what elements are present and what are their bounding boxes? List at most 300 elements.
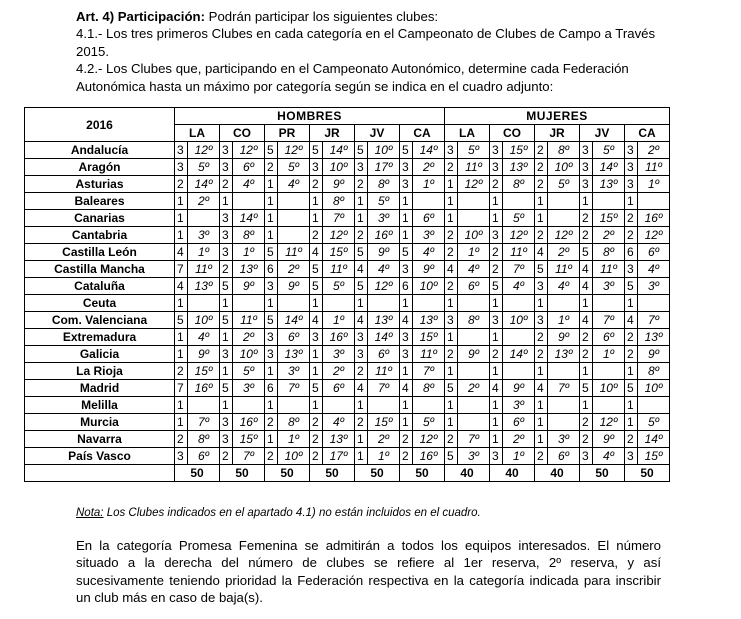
table-row	[25, 210, 670, 227]
club-count: 1	[355, 431, 368, 448]
club-count: 5	[580, 380, 593, 397]
club-count: 6	[625, 244, 638, 261]
reserve-position: 4º	[413, 244, 445, 261]
clubs-quota-table	[24, 107, 670, 482]
club-count: 1	[535, 210, 548, 227]
club-count: 2	[535, 142, 548, 159]
club-count: 3	[355, 346, 368, 363]
club-count: 1	[175, 210, 188, 227]
reserve-position: 1º	[503, 448, 535, 465]
reserve-position	[458, 397, 490, 414]
reserve-position: 15º	[503, 142, 535, 159]
club-count: 5	[265, 142, 278, 159]
reserve-position: 5º	[188, 159, 220, 176]
club-count: 1	[400, 210, 413, 227]
reserve-position: 8º	[503, 176, 535, 193]
category-header: CA	[625, 125, 670, 142]
reserve-position: 10º	[233, 346, 265, 363]
reserve-position: 13º	[278, 346, 310, 363]
club-count: 4	[355, 380, 368, 397]
club-count: 1	[445, 176, 458, 193]
region-name: Asturias	[25, 176, 175, 193]
club-count: 2	[220, 448, 233, 465]
region-name: Melilla	[25, 397, 175, 414]
region-name: La Rioja	[25, 363, 175, 380]
total-value: 50	[265, 465, 310, 482]
reserve-position: 2º	[593, 227, 625, 244]
reserve-position: 11º	[413, 346, 445, 363]
club-count: 4	[400, 312, 413, 329]
club-count: 2	[310, 448, 323, 465]
reserve-position	[278, 227, 310, 244]
club-count: 1	[175, 193, 188, 210]
reserve-position	[413, 193, 445, 210]
reserve-position: 15º	[413, 329, 445, 346]
club-count: 3	[220, 227, 233, 244]
reserve-position: 1º	[233, 244, 265, 261]
reserve-position: 10º	[548, 159, 580, 176]
reserve-position: 17º	[323, 448, 355, 465]
club-count: 5	[220, 312, 233, 329]
club-count: 3	[400, 176, 413, 193]
club-count: 1	[490, 431, 503, 448]
reserve-position: 1º	[188, 244, 220, 261]
club-count: 3	[625, 142, 638, 159]
reserve-position: 11º	[458, 159, 490, 176]
club-count: 1	[400, 363, 413, 380]
club-count: 3	[220, 414, 233, 431]
club-count: 1	[400, 295, 413, 312]
reserve-position: 7º	[413, 363, 445, 380]
club-count: 5	[175, 312, 188, 329]
category-header: CO	[220, 125, 265, 142]
reserve-position	[278, 210, 310, 227]
reserve-position	[188, 210, 220, 227]
region-name: Baleares	[25, 193, 175, 210]
club-count: 3	[535, 312, 548, 329]
reserve-position: 2º	[638, 142, 670, 159]
reserve-position: 14º	[638, 431, 670, 448]
club-count: 2	[355, 176, 368, 193]
reserve-position: 1º	[458, 244, 490, 261]
club-count: 1	[175, 397, 188, 414]
club-count: 1	[535, 295, 548, 312]
category-header: LA	[175, 125, 220, 142]
club-count: 2	[355, 414, 368, 431]
club-count: 2	[580, 431, 593, 448]
club-count: 2	[580, 210, 593, 227]
club-count: 3	[490, 227, 503, 244]
reserve-position: 1º	[413, 176, 445, 193]
club-count: 2	[310, 414, 323, 431]
reserve-position: 7º	[548, 380, 580, 397]
reserve-position: 10º	[413, 278, 445, 295]
club-count: 6	[265, 261, 278, 278]
total-value: 50	[580, 465, 625, 482]
reserve-position	[548, 295, 580, 312]
club-count: 4	[310, 312, 323, 329]
region-name: Castilla León	[25, 244, 175, 261]
club-count: 1	[175, 329, 188, 346]
reserve-position	[548, 210, 580, 227]
table-row	[25, 193, 670, 210]
category-header: CA	[400, 125, 445, 142]
reserve-position: 6º	[458, 278, 490, 295]
reserve-position: 9º	[188, 346, 220, 363]
club-count: 2	[445, 244, 458, 261]
reserve-position: 2º	[413, 159, 445, 176]
reserve-position: 16º	[233, 414, 265, 431]
reserve-position: 4º	[593, 448, 625, 465]
reserve-position	[368, 397, 400, 414]
club-count: 2	[445, 227, 458, 244]
club-count: 2	[490, 176, 503, 193]
category-header: CO	[490, 125, 535, 142]
reserve-position	[233, 193, 265, 210]
reserve-position: 1º	[278, 431, 310, 448]
club-count: 1	[535, 414, 548, 431]
club-count: 1	[400, 227, 413, 244]
reserve-position	[548, 193, 580, 210]
club-count: 1	[580, 363, 593, 380]
footer-paragraph: En la categoría Promesa Femenina se admitirán a todos los equipos interesados. El número situado a la derecha del número de clubes se refiere al 1er reserva, 2º reserva, y así sucesivamente teniendo prioridad la Federación respectiva en la categoría indicada para inscribir un club más en caso de baja(s).	[76, 538, 661, 606]
region-name: Cataluña	[25, 278, 175, 295]
reserve-position	[458, 193, 490, 210]
reserve-position: 2º	[503, 431, 535, 448]
club-count: 3	[400, 329, 413, 346]
reserve-position: 9º	[278, 278, 310, 295]
region-name: Galicia	[25, 346, 175, 363]
reserve-position: 13º	[593, 176, 625, 193]
table-row	[25, 431, 670, 448]
club-count: 2	[175, 363, 188, 380]
club-count: 1	[580, 193, 593, 210]
reserve-position: 3º	[413, 227, 445, 244]
reserve-position: 2º	[278, 261, 310, 278]
reserve-position: 6º	[188, 448, 220, 465]
total-value: 50	[310, 465, 355, 482]
total-value: 50	[625, 465, 670, 482]
reserve-position: 1º	[638, 176, 670, 193]
club-count: 1	[625, 363, 638, 380]
reserve-position: 5º	[503, 210, 535, 227]
club-count: 2	[490, 261, 503, 278]
reserve-position: 14º	[188, 176, 220, 193]
club-count: 4	[400, 380, 413, 397]
club-count: 1	[625, 397, 638, 414]
reserve-position: 5º	[638, 414, 670, 431]
reserve-position: 7º	[323, 210, 355, 227]
club-count: 5	[490, 278, 503, 295]
club-count: 1	[400, 193, 413, 210]
club-count: 2	[175, 431, 188, 448]
reserve-position	[458, 295, 490, 312]
club-count: 2	[625, 329, 638, 346]
reserve-position: 2º	[458, 380, 490, 397]
region-name: Aragón	[25, 159, 175, 176]
reserve-position: 7º	[233, 448, 265, 465]
club-count: 4	[310, 244, 323, 261]
reserve-position	[233, 295, 265, 312]
club-count: 3	[580, 159, 593, 176]
club-count: 5	[535, 261, 548, 278]
reserve-position: 6º	[278, 329, 310, 346]
reserve-position: 3º	[323, 346, 355, 363]
club-count: 5	[220, 380, 233, 397]
club-count: 1	[265, 176, 278, 193]
reserve-position	[503, 295, 535, 312]
table-row	[25, 346, 670, 363]
reserve-position: 13º	[413, 312, 445, 329]
club-count: 5	[625, 278, 638, 295]
reserve-position: 12º	[548, 227, 580, 244]
club-count: 2	[535, 159, 548, 176]
club-count: 2	[220, 261, 233, 278]
club-count: 4	[535, 380, 548, 397]
reserve-position: 13º	[323, 431, 355, 448]
table-row	[25, 414, 670, 431]
club-count: 1	[310, 295, 323, 312]
reserve-position: 10º	[593, 380, 625, 397]
reserve-position: 12º	[638, 227, 670, 244]
reserve-position: 11º	[278, 244, 310, 261]
reserve-position: 13º	[503, 159, 535, 176]
reserve-position: 6º	[503, 414, 535, 431]
table-row	[25, 448, 670, 465]
reserve-position: 11º	[548, 261, 580, 278]
category-header: JR	[310, 125, 355, 142]
reserve-position: 2º	[188, 193, 220, 210]
club-count: 3	[580, 448, 593, 465]
club-count: 5	[310, 278, 323, 295]
reserve-position: 7º	[278, 380, 310, 397]
club-count: 1	[445, 397, 458, 414]
club-count: 5	[310, 380, 323, 397]
club-count: 4	[490, 380, 503, 397]
club-count: 1	[625, 193, 638, 210]
club-count: 5	[310, 261, 323, 278]
club-count: 1	[310, 363, 323, 380]
reserve-position	[233, 397, 265, 414]
reserve-position: 8º	[593, 244, 625, 261]
club-count: 5	[310, 142, 323, 159]
reserve-position: 15º	[323, 244, 355, 261]
note-label: Nota:	[76, 507, 104, 519]
reserve-position: 10º	[458, 227, 490, 244]
reserve-position: 3º	[593, 278, 625, 295]
reserve-position: 16º	[638, 210, 670, 227]
reserve-position: 11º	[323, 261, 355, 278]
reserve-position: 10º	[188, 312, 220, 329]
table-row	[25, 142, 670, 159]
note-text: Los Clubes indicados en el apartado 4.1) no están incluidos en el cuadro.	[103, 507, 481, 519]
table-row	[25, 295, 670, 312]
article-paragraph-4-1: 4.1.- Los tres primeros Clubes en cada categoría en el Campeonato de Clubes de Campo a Través 2015.	[76, 26, 656, 59]
category-header: LA	[445, 125, 490, 142]
club-count: 2	[265, 448, 278, 465]
club-count: 2	[310, 227, 323, 244]
club-count: 2	[535, 346, 548, 363]
club-count: 1	[490, 329, 503, 346]
reserve-position: 1º	[368, 448, 400, 465]
reserve-position	[458, 363, 490, 380]
club-count: 3	[400, 261, 413, 278]
table-row	[25, 312, 670, 329]
reserve-position: 5º	[548, 176, 580, 193]
table-row	[25, 227, 670, 244]
reserve-position	[368, 295, 400, 312]
reserve-position: 13º	[638, 329, 670, 346]
reserve-position	[593, 397, 625, 414]
reserve-position	[548, 363, 580, 380]
reserve-position: 12º	[458, 176, 490, 193]
club-count: 1	[490, 210, 503, 227]
club-count: 3	[310, 159, 323, 176]
region-name: Com. Valenciana	[25, 312, 175, 329]
reserve-position: 15º	[233, 431, 265, 448]
reserve-position	[503, 329, 535, 346]
club-count: 3	[535, 278, 548, 295]
club-count: 1	[220, 193, 233, 210]
reserve-position: 9º	[368, 244, 400, 261]
club-count: 6	[265, 380, 278, 397]
club-count: 4	[355, 261, 368, 278]
club-count: 3	[220, 346, 233, 363]
totals-row	[25, 465, 670, 482]
club-count: 1	[175, 227, 188, 244]
club-count: 2	[445, 278, 458, 295]
club-count: 1	[490, 363, 503, 380]
club-count: 5	[355, 278, 368, 295]
club-count: 1	[220, 363, 233, 380]
reserve-position: 6º	[638, 244, 670, 261]
club-count: 1	[445, 210, 458, 227]
reserve-position	[278, 193, 310, 210]
club-count: 3	[220, 210, 233, 227]
club-count: 5	[400, 142, 413, 159]
club-count: 5	[355, 142, 368, 159]
reserve-position: 2º	[368, 431, 400, 448]
club-count: 1	[265, 431, 278, 448]
reserve-position: 11º	[593, 261, 625, 278]
club-count: 1	[220, 397, 233, 414]
club-count: 4	[580, 312, 593, 329]
reserve-position: 10º	[278, 448, 310, 465]
reserve-position: 15º	[188, 363, 220, 380]
table-year: 2016	[25, 108, 175, 142]
club-count: 1	[445, 363, 458, 380]
region-name: Canarias	[25, 210, 175, 227]
table-row	[25, 329, 670, 346]
reserve-position: 8º	[458, 312, 490, 329]
reserve-position: 2º	[323, 363, 355, 380]
club-count: 3	[625, 448, 638, 465]
reserve-position: 7º	[638, 312, 670, 329]
reserve-position	[638, 193, 670, 210]
reserve-position: 5º	[368, 193, 400, 210]
club-count: 1	[175, 414, 188, 431]
region-name: Ceuta	[25, 295, 175, 312]
club-count: 6	[400, 278, 413, 295]
club-count: 3	[355, 159, 368, 176]
club-count: 2	[625, 210, 638, 227]
reserve-position	[458, 329, 490, 346]
article-intro	[76, 8, 676, 95]
club-count: 5	[400, 244, 413, 261]
club-count: 5	[220, 278, 233, 295]
header-row-groups	[25, 108, 670, 125]
club-count: 2	[580, 346, 593, 363]
reserve-position: 14º	[233, 210, 265, 227]
total-value: 50	[175, 465, 220, 482]
reserve-position: 10º	[638, 380, 670, 397]
club-count: 3	[490, 312, 503, 329]
club-count: 5	[265, 244, 278, 261]
reserve-position: 1º	[593, 346, 625, 363]
reserve-position	[593, 363, 625, 380]
total-value: 50	[220, 465, 265, 482]
club-count: 1	[445, 295, 458, 312]
reserve-position: 8º	[323, 193, 355, 210]
reserve-position: 5º	[413, 414, 445, 431]
table-row	[25, 159, 670, 176]
club-count: 1	[175, 295, 188, 312]
club-count: 3	[490, 142, 503, 159]
club-count: 3	[625, 159, 638, 176]
reserve-position: 5º	[233, 363, 265, 380]
club-count: 2	[445, 159, 458, 176]
reserve-position: 3º	[503, 397, 535, 414]
reserve-position: 4º	[323, 414, 355, 431]
reserve-position: 9º	[413, 261, 445, 278]
club-count: 1	[310, 193, 323, 210]
table-row	[25, 363, 670, 380]
club-count: 3	[310, 329, 323, 346]
club-count: 1	[445, 329, 458, 346]
reserve-position: 12º	[593, 414, 625, 431]
reserve-position: 7º	[503, 261, 535, 278]
reserve-position: 15º	[368, 414, 400, 431]
club-count: 1	[355, 210, 368, 227]
club-count: 3	[490, 448, 503, 465]
reserve-position	[188, 397, 220, 414]
reserve-position: 16º	[188, 380, 220, 397]
region-name: País Vasco	[25, 448, 175, 465]
reserve-position: 7º	[458, 431, 490, 448]
reserve-position: 8º	[233, 227, 265, 244]
reserve-position	[323, 397, 355, 414]
reserve-position: 8º	[188, 431, 220, 448]
table-row	[25, 261, 670, 278]
reserve-position: 14º	[323, 142, 355, 159]
total-value: 40	[535, 465, 580, 482]
reserve-position: 14º	[368, 329, 400, 346]
reserve-position: 7º	[593, 312, 625, 329]
club-count: 1	[265, 210, 278, 227]
reserve-position: 3º	[368, 210, 400, 227]
reserve-position: 12º	[278, 142, 310, 159]
reserve-position: 15º	[593, 210, 625, 227]
club-count: 4	[355, 312, 368, 329]
reserve-position	[638, 397, 670, 414]
club-count: 2	[400, 431, 413, 448]
club-count: 4	[580, 278, 593, 295]
club-count: 3	[220, 244, 233, 261]
club-count: 3	[355, 329, 368, 346]
club-count: 2	[310, 176, 323, 193]
reserve-position: 4º	[188, 329, 220, 346]
reserve-position: 12º	[413, 431, 445, 448]
